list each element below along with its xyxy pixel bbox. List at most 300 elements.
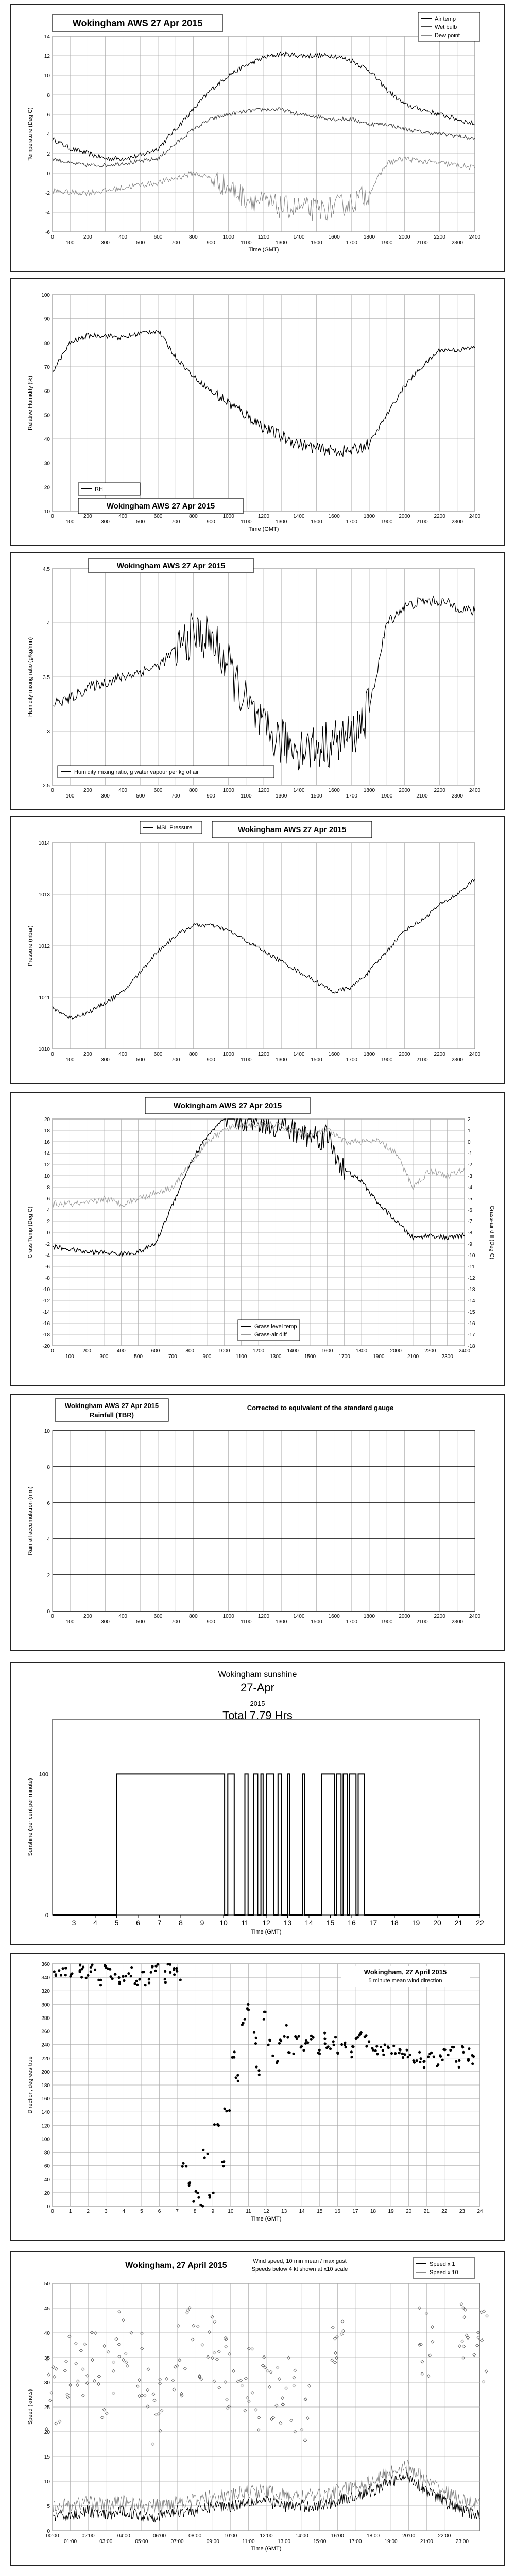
data-point — [376, 2053, 379, 2055]
x-tick-label: 6 — [136, 1919, 140, 1927]
data-point — [233, 2050, 236, 2053]
y-tick-label: 100 — [39, 1771, 48, 1778]
x-tick-label: 600 — [153, 514, 163, 519]
data-point — [382, 2049, 384, 2052]
x-tick-label: 1700 — [338, 1354, 350, 1360]
x-tick-label: 100 — [65, 519, 75, 525]
x-tick-label: 1800 — [363, 1614, 375, 1619]
x-tick-label: 1900 — [381, 519, 393, 525]
x-tick-label: 1900 — [381, 240, 393, 246]
x-tick-label: 2300 — [451, 1057, 463, 1063]
data-point — [228, 2109, 231, 2112]
x-tick-label: 700 — [171, 1057, 180, 1063]
x-tick-label: 1200 — [258, 234, 270, 240]
x-tick-label: 200 — [83, 234, 92, 240]
x-tick-label: 19:00 — [384, 2539, 398, 2545]
y2-tick-label: -12 — [468, 1276, 475, 1281]
x-tick-label: 500 — [136, 1619, 145, 1625]
x-tick-label: 11 — [246, 2209, 251, 2214]
x-tick-label: 100 — [65, 240, 75, 246]
x-tick-label: 1200 — [258, 788, 270, 793]
y-tick-label: 0 — [47, 2529, 50, 2534]
data-point — [62, 1967, 64, 1970]
data-point — [247, 2003, 249, 2006]
data-point — [428, 2053, 431, 2055]
y-tick-label: 10 — [44, 73, 50, 79]
x-tick-label: 400 — [118, 514, 128, 519]
x-tick-label: 600 — [153, 788, 163, 793]
data-point — [447, 2054, 450, 2056]
sunshine-chart — [11, 1663, 504, 1944]
chart-subtitle: 5 minute mean wind direction — [368, 1978, 442, 1984]
x-tick-label: 09:00 — [206, 2539, 219, 2545]
data-point — [107, 1968, 110, 1970]
y-tick-label: -8 — [45, 1276, 50, 1281]
y2-tick-label: -8 — [468, 1230, 472, 1236]
x-tick-label: 1200 — [258, 514, 270, 519]
data-point — [90, 1970, 92, 1973]
y-tick-label: 14 — [44, 1151, 50, 1157]
x-tick-label: 2000 — [399, 514, 410, 519]
x-tick-label: 2300 — [451, 519, 463, 525]
x-tick-label: 0 — [51, 2209, 54, 2214]
data-point — [323, 2032, 326, 2035]
y-tick-label: 0 — [47, 2204, 50, 2210]
data-point — [199, 2204, 202, 2206]
y-tick-label: 1012 — [38, 944, 50, 950]
temperature-chart-panel — [10, 4, 505, 272]
data-point — [164, 1970, 166, 1973]
y2-tick-label: -5 — [468, 1196, 472, 1202]
data-point — [179, 1979, 182, 1981]
data-point — [334, 2036, 337, 2038]
y-tick-label: 50 — [44, 2281, 50, 2287]
y2-tick-label: 1 — [468, 1128, 471, 1134]
y-axis-label: Speed (knots) — [27, 2389, 33, 2425]
y-tick-label: 14 — [44, 34, 50, 40]
y-tick-label: 320 — [41, 1989, 50, 1995]
y-tick-label: 0 — [47, 1230, 50, 1236]
x-tick-label: 20 — [406, 2209, 412, 2214]
data-point — [241, 2024, 244, 2026]
x-tick-label: 12 — [263, 2209, 269, 2214]
legend-label: Wet bulb — [435, 24, 457, 30]
data-point — [427, 2055, 430, 2058]
legend-label: Grass-air diff — [254, 1332, 287, 1338]
data-point — [225, 2110, 228, 2112]
y-tick-label: 0 — [47, 1609, 50, 1615]
data-point — [344, 2044, 346, 2046]
y-axis-label: Temperature (Deg C) — [27, 107, 33, 161]
data-point — [118, 1982, 121, 1985]
data-point — [246, 2007, 249, 2010]
x-tick-label: 1000 — [222, 234, 234, 240]
data-point — [461, 2045, 464, 2048]
data-point — [458, 2066, 460, 2069]
data-point — [136, 1984, 139, 1986]
data-point — [53, 1970, 56, 1973]
data-point — [382, 2054, 385, 2056]
data-point — [111, 1977, 114, 1980]
y-tick-label: 2 — [47, 1219, 50, 1225]
x-tick-label: 300 — [101, 793, 110, 799]
data-point — [350, 2050, 353, 2053]
data-point — [288, 2052, 291, 2054]
x-tick-label: 21 — [454, 1919, 463, 1927]
x-tick-label: 1600 — [328, 514, 340, 519]
data-point — [368, 2040, 370, 2043]
data-point — [254, 2042, 257, 2045]
y-tick-label: 30 — [44, 461, 50, 467]
legend-label: Speed x 10 — [430, 2269, 458, 2276]
y-axis-label: Sunshine (per cent per minute) — [27, 1778, 33, 1856]
data-point — [323, 2037, 326, 2040]
y-tick-label: 0 — [45, 1912, 48, 1919]
data-point — [235, 2076, 237, 2079]
data-point — [365, 2045, 368, 2047]
y2-tick-label: -7 — [468, 1219, 472, 1225]
data-point — [47, 2373, 50, 2376]
chart-title: Wokingham, 27 April 2015 — [125, 2261, 227, 2270]
data-point — [333, 2044, 335, 2046]
x-tick-label: 11 — [241, 1919, 249, 1927]
data-point — [374, 2049, 377, 2052]
x-tick-label: 1300 — [276, 519, 287, 525]
y-tick-label: 45 — [44, 2306, 50, 2312]
y-tick-label: 1014 — [38, 841, 50, 846]
data-point — [398, 2052, 401, 2054]
x-tick-label: 0 — [51, 788, 54, 793]
x-tick-label: 1600 — [328, 234, 340, 240]
x-tick-label: 16 — [334, 2209, 340, 2214]
x-tick-label: 2200 — [434, 514, 445, 519]
x-tick-label: 800 — [188, 234, 198, 240]
data-point — [141, 1971, 144, 1973]
y-tick-label: -2 — [45, 1242, 50, 1247]
y-tick-label: -4 — [45, 210, 50, 216]
y2-tick-label: 0 — [468, 1140, 471, 1145]
data-point — [122, 1975, 124, 1978]
data-point — [412, 2059, 415, 2062]
x-tick-label: 2000 — [399, 788, 410, 793]
x-tick-label: 1300 — [270, 1354, 282, 1360]
x-tick-label: 1100 — [235, 1354, 247, 1360]
y-tick-label: 2.5 — [43, 783, 50, 789]
y-tick-label: 10 — [44, 2479, 50, 2485]
y-tick-label: 1010 — [38, 1047, 50, 1053]
y2-tick-label: -3 — [468, 1174, 472, 1179]
y-tick-label: 15 — [44, 2454, 50, 2460]
y-tick-label: 6 — [47, 112, 50, 118]
data-point — [148, 1981, 150, 1984]
x-tick-label: 13:00 — [278, 2539, 291, 2545]
x-tick-label: 2000 — [399, 1614, 410, 1619]
x-tick-label: 0 — [51, 1052, 54, 1057]
data-point — [471, 2062, 474, 2065]
data-point — [480, 2339, 484, 2342]
data-point — [233, 2056, 235, 2059]
y-tick-label: 10 — [44, 509, 50, 515]
y-tick-label: 12 — [44, 54, 50, 59]
y-tick-label: 4 — [47, 621, 50, 626]
data-point — [244, 2018, 246, 2021]
y-tick-label: 6 — [47, 1196, 50, 1202]
y-tick-label: 0 — [47, 171, 50, 177]
x-axis-label: Time (GMT) — [248, 526, 279, 532]
data-point — [258, 2074, 261, 2076]
x-tick-label: 900 — [202, 1354, 212, 1360]
x-tick-label: 1 — [68, 2209, 72, 2214]
y-tick-label: 90 — [44, 316, 50, 323]
data-point — [237, 2080, 239, 2082]
data-point — [148, 1978, 150, 1980]
x-tick-label: 1600 — [328, 1052, 340, 1057]
x-tick-label: 900 — [207, 793, 215, 799]
legend-label: Grass level temp — [254, 1324, 297, 1330]
data-point — [485, 2370, 488, 2373]
y-tick-label: -10 — [42, 1287, 50, 1293]
data-point — [133, 1982, 136, 1985]
data-point — [441, 2059, 444, 2061]
data-point — [55, 1973, 57, 1976]
x-tick-label: 9 — [200, 1919, 204, 1927]
chart-title: Wokingham AWS 27 Apr 2015 — [237, 825, 347, 834]
data-point — [212, 2192, 215, 2194]
data-point — [305, 2039, 307, 2042]
y-tick-label: 2 — [47, 1573, 50, 1579]
y-tick-label: -6 — [45, 1264, 50, 1270]
data-point — [271, 2055, 274, 2057]
x-tick-label: 1500 — [311, 1057, 322, 1063]
y-tick-label: 20 — [44, 2190, 50, 2196]
x-tick-label: 1200 — [258, 1614, 270, 1619]
data-point — [253, 2031, 255, 2034]
x-tick-label: 700 — [171, 1619, 180, 1625]
wind-direction-chart-panel — [10, 1953, 505, 2241]
y-tick-label: 300 — [41, 2002, 50, 2008]
x-tick-label: 11:00 — [242, 2539, 255, 2545]
x-tick-label: 15 — [317, 2209, 323, 2214]
y-tick-label: 20 — [44, 2430, 50, 2435]
x-tick-label: 23 — [459, 2209, 465, 2214]
x-tick-label: 1000 — [222, 514, 234, 519]
x-tick-label: 00:00 — [46, 2533, 59, 2539]
data-point — [285, 2024, 288, 2027]
data-point — [408, 2054, 411, 2056]
x-axis-label: Time (GMT) — [251, 2216, 282, 2222]
y-tick-label: 8 — [47, 93, 50, 98]
y-tick-label: 4 — [47, 1537, 50, 1543]
y2-axis-label: Grass-air diff (Deg C) — [489, 1205, 495, 1260]
x-tick-label: 14 — [299, 2209, 305, 2214]
x-tick-label: 400 — [118, 1614, 128, 1619]
data-point — [169, 1971, 171, 1974]
chart-subtitle: Wind speed, 10 min mean / max gust — [253, 2258, 347, 2264]
x-tick-label: 200 — [82, 1348, 92, 1354]
y-tick-label: 80 — [44, 341, 50, 347]
x-tick-label: 1000 — [222, 1052, 234, 1057]
wind-speed-chart-panel — [10, 2251, 505, 2566]
x-tick-label: 100 — [65, 1354, 74, 1360]
data-point — [340, 2043, 343, 2046]
x-tick-label: 2100 — [416, 1057, 428, 1063]
x-tick-label: 4 — [93, 1919, 97, 1927]
y-tick-label: 20 — [44, 1117, 50, 1123]
x-tick-label: 14:00 — [295, 2533, 308, 2539]
y-tick-label: 8 — [47, 1465, 50, 1470]
chart-title: Wokingham AWS 27 Apr 2015 — [64, 1402, 159, 1410]
x-tick-label: 1300 — [276, 1057, 287, 1063]
data-point — [176, 1970, 178, 1973]
x-tick-label: 3 — [104, 2209, 108, 2214]
data-point — [345, 2046, 347, 2048]
x-tick-label: 900 — [207, 519, 215, 525]
data-point — [185, 2165, 187, 2167]
chart-subtitle: Rainfall (TBR) — [90, 1411, 134, 1419]
data-point — [358, 2033, 361, 2036]
x-tick-label: 7 — [176, 2209, 179, 2214]
y-tick-label: 340 — [41, 1975, 50, 1981]
x-tick-label: 2300 — [451, 1619, 463, 1625]
y-tick-label: 18 — [44, 1128, 50, 1134]
y-tick-label: 260 — [41, 2029, 50, 2035]
x-tick-label: 700 — [168, 1354, 177, 1360]
x-tick-label: 12 — [262, 1919, 270, 1927]
y-tick-label: 120 — [41, 2123, 50, 2129]
x-tick-label: 1200 — [258, 1052, 270, 1057]
y-tick-label: -18 — [42, 1332, 50, 1338]
y-tick-label: 35 — [44, 2355, 50, 2361]
data-point — [317, 2052, 320, 2054]
data-point — [401, 2053, 404, 2055]
x-tick-label: 1000 — [222, 1614, 234, 1619]
data-point — [387, 2045, 389, 2048]
y-tick-label: 180 — [41, 2083, 50, 2089]
x-tick-label: 5 — [140, 2209, 143, 2214]
data-point — [372, 2049, 374, 2052]
y-tick-label: -6 — [45, 230, 50, 235]
chart-note: Corrected to equivalent of the standard gauge — [247, 1404, 394, 1412]
grass-temp-chart — [11, 1093, 504, 1385]
data-point — [467, 2059, 470, 2062]
x-tick-label: 2400 — [469, 788, 481, 793]
x-tick-label: 500 — [136, 793, 145, 799]
y-tick-label: 10 — [44, 1429, 50, 1434]
data-point — [392, 2045, 395, 2047]
y-tick-label: 3 — [47, 729, 50, 735]
x-tick-label: 800 — [185, 1348, 195, 1354]
x-tick-label: 2300 — [441, 1354, 453, 1360]
y-tick-label: 30 — [44, 2380, 50, 2386]
data-point — [70, 1973, 73, 1976]
y-tick-label: 60 — [44, 388, 50, 395]
x-tick-label: 1800 — [355, 1348, 368, 1354]
wind-direction-chart — [11, 1954, 504, 2240]
data-point — [80, 1976, 83, 1978]
data-point — [375, 2045, 378, 2047]
data-point — [451, 2046, 454, 2048]
data-point — [294, 2035, 297, 2038]
data-point — [350, 2056, 353, 2058]
data-point — [255, 2065, 258, 2068]
x-tick-label: 1200 — [252, 1348, 265, 1354]
rainfall-chart — [11, 1395, 504, 1650]
data-point — [217, 2124, 220, 2127]
mixing-ratio-chart-panel — [10, 552, 505, 810]
y2-tick-label: -2 — [468, 1162, 472, 1168]
x-tick-label: 400 — [118, 1052, 128, 1057]
x-tick-label: 2300 — [451, 240, 463, 246]
data-point — [399, 2048, 401, 2050]
data-point — [268, 2039, 271, 2041]
x-tick-label: 300 — [101, 240, 110, 246]
x-tick-label: 2000 — [399, 1052, 410, 1057]
y2-tick-label: 2 — [468, 1117, 471, 1123]
x-tick-label: 10 — [228, 2209, 234, 2214]
x-tick-label: 0 — [51, 1348, 54, 1354]
x-tick-label: 900 — [207, 1619, 215, 1625]
x-tick-label: 1600 — [321, 1348, 333, 1354]
data-point — [125, 1975, 127, 1977]
chart-title: Wokingham AWS 27 Apr 2015 — [116, 562, 226, 570]
data-point — [486, 2314, 489, 2317]
x-tick-label: 300 — [99, 1354, 109, 1360]
x-tick-label: 2000 — [390, 1348, 402, 1354]
x-tick-label: 1900 — [381, 793, 393, 799]
x-tick-label: 1500 — [311, 1619, 322, 1625]
chart-title: Wokingham, 27 April 2015 — [364, 1968, 447, 1976]
y2-tick-label: -15 — [468, 1310, 475, 1315]
data-point — [157, 1963, 159, 1965]
legend-label: Speed x 1 — [430, 2261, 455, 2267]
data-point — [91, 1963, 93, 1966]
data-point — [263, 2018, 265, 2021]
y-tick-label: 20 — [44, 485, 50, 491]
y-tick-label: 1011 — [39, 995, 50, 1001]
legend-label: Air temp — [435, 16, 456, 22]
data-point — [364, 2036, 366, 2038]
x-tick-label: 1800 — [363, 788, 375, 793]
data-point — [286, 2036, 289, 2038]
x-tick-label: 1500 — [304, 1354, 316, 1360]
x-tick-label: 2200 — [434, 234, 445, 240]
x-tick-label: 2400 — [469, 234, 481, 240]
y2-tick-label: -10 — [468, 1253, 475, 1259]
data-point — [130, 1975, 132, 1977]
x-tick-label: 2400 — [458, 1348, 471, 1354]
x-tick-label: 07:00 — [170, 2539, 184, 2545]
y-tick-label: 1013 — [38, 892, 50, 898]
data-point — [123, 1979, 125, 1982]
x-tick-label: 03:00 — [99, 2539, 113, 2545]
data-point — [407, 2056, 409, 2058]
data-point — [302, 2049, 305, 2052]
data-point — [324, 2042, 327, 2045]
x-tick-label: 2400 — [469, 514, 481, 519]
pressure-chart-panel — [10, 816, 505, 1084]
x-tick-label: 01:00 — [64, 2539, 77, 2545]
data-point — [197, 2196, 200, 2199]
y-tick-label: 25 — [44, 2405, 50, 2411]
y-tick-label: -20 — [42, 1344, 50, 1349]
x-tick-label: 2200 — [434, 1052, 445, 1057]
x-tick-label: 14 — [305, 1919, 313, 1927]
data-point — [384, 2043, 386, 2046]
data-point — [138, 1978, 141, 1980]
x-axis-label: Time (GMT) — [248, 247, 279, 253]
data-point — [181, 2165, 184, 2168]
data-point — [64, 1974, 67, 1976]
